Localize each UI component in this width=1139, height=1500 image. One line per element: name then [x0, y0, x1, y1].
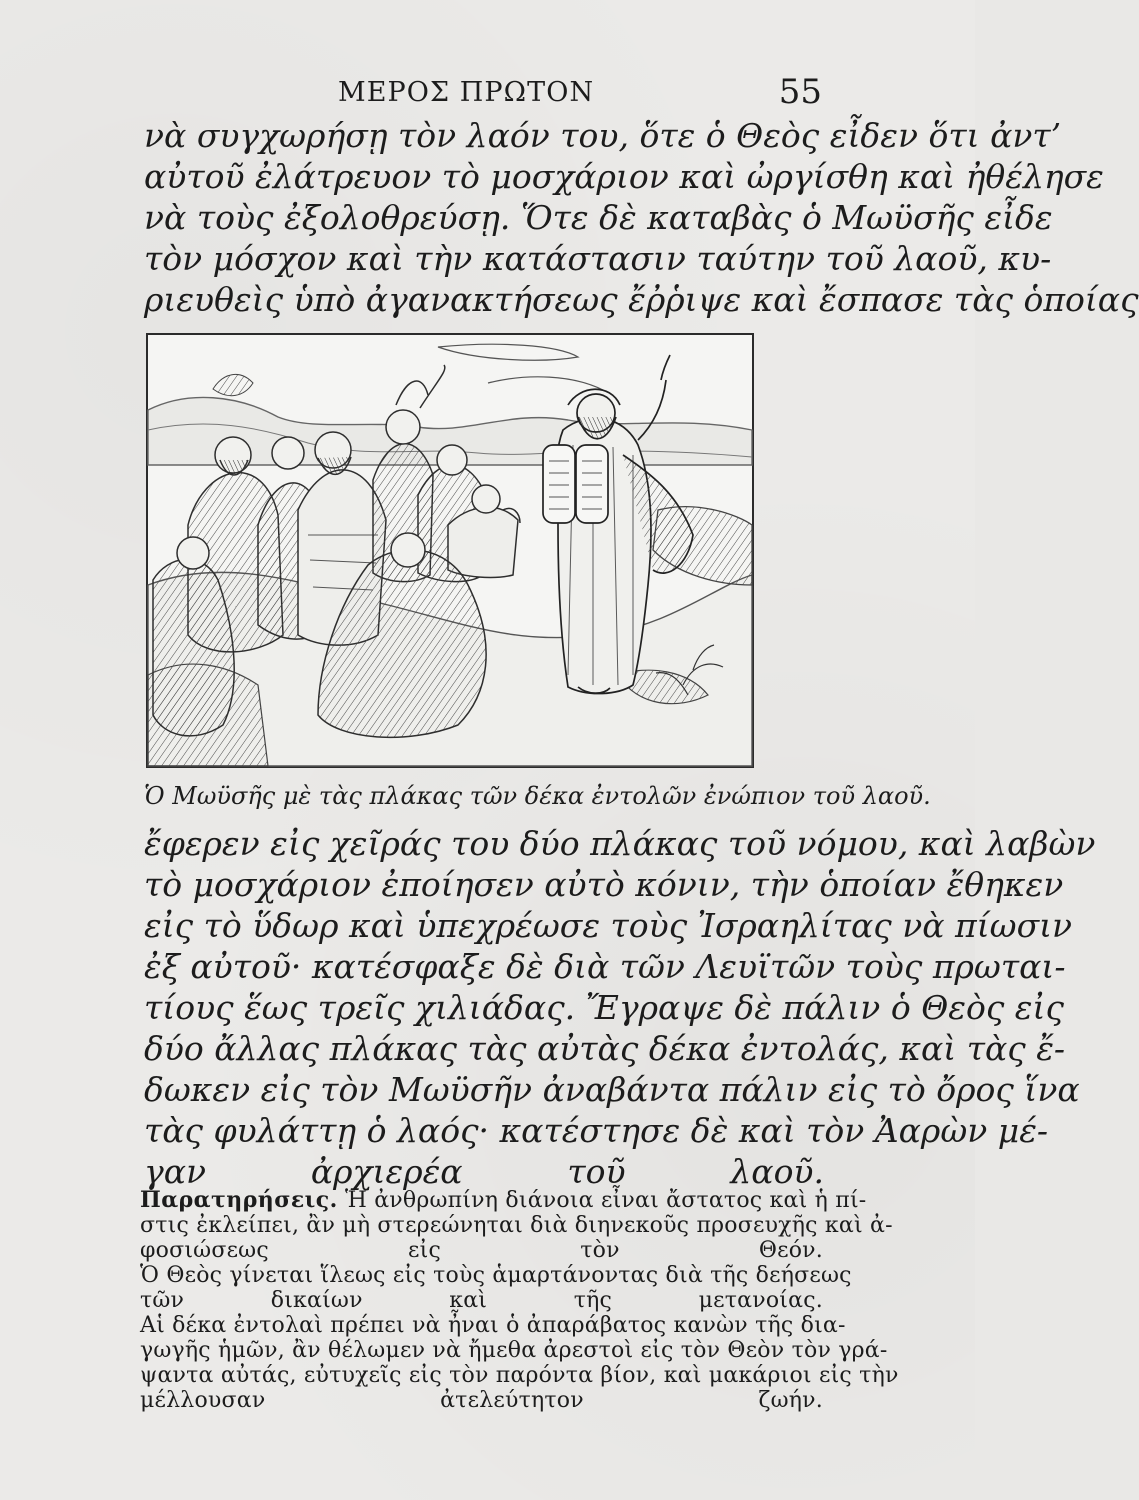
notes-line: στις ἐκλείπει, ἂν μὴ στερεώνηται διὰ διηνεκοῦς προσευχῆς καὶ ἀ- — [140, 1213, 893, 1238]
figure-caption: Ὁ Μωϋσῆς μὲ τὰς πλάκας τῶν δέκα ἐντολῶν ἐνώπιον τοῦ λαοῦ. — [144, 782, 931, 810]
notes-line: τῶν δικαίων καὶ τῆς μετανοίας. — [140, 1288, 823, 1313]
middle-paragraph — [144, 823, 1096, 1192]
top-text-line: αὐτοῦ ἐλάτρευον τὸ μοσχάριον καὶ ὠργίσθη καὶ ἠθέλησε — [144, 157, 1104, 196]
middle-text-line: τίους ἕως τρεῖς χιλιάδας. Ἔγραψε δὲ πάλιν ὁ Θεὸς εἰς — [144, 988, 1064, 1027]
top-text-line: τὸν μόσχον καὶ τὴν κατάστασιν ταύτην τοῦ λαοῦ, κυ- — [144, 239, 1052, 278]
middle-text-line: δύο ἄλλας πλάκας τὰς αὐτὰς δέκα ἐντολάς, καὶ τὰς ἔ- — [144, 1029, 1066, 1068]
middle-text-line: ἐξ αὐτοῦ· κατέσφαξε δὲ διὰ τῶν Λευϊτῶν τοὺς πρωται- — [144, 947, 1066, 986]
middle-text-line: τὰς φυλάττῃ ὁ λαός· κατέστησε δὲ καὶ τὸν Ἀαρὼν μέ- — [144, 1111, 1049, 1150]
notes-first-line-rest: Ἡ ἀνθρωπίνη διάνοια εἶναι ἄστατος καὶ ἡ πί- — [344, 1188, 867, 1213]
observations-section — [140, 1187, 899, 1413]
notes-first-line — [140, 1187, 867, 1213]
page-number: 55 — [778, 72, 822, 112]
top-text-line: νὰ τοὺς ἐξολοθρεύσῃ. Ὅτε δὲ καταβὰς ὁ Μωϋσῆς εἶδε — [144, 198, 1053, 237]
engraving-moses-tablets-illustration — [148, 335, 752, 766]
running-head — [330, 72, 830, 112]
engraving-illustration — [146, 333, 754, 768]
middle-text-line: γαν ἀρχιερέα τοῦ λαοῦ. — [144, 1152, 824, 1191]
middle-text-line: ἔφερεν εἰς χεῖράς του δύο πλάκας τοῦ νόμου, καὶ λαβὼν — [144, 824, 1096, 863]
notes-line: φοσιώσεως εἰς τὸν Θεόν. — [140, 1238, 823, 1263]
middle-text-line: εἰς τὸ ὕδωρ καὶ ὑπεχρέωσε τοὺς Ἰσραηλίτας νὰ πίωσιν — [144, 906, 1073, 945]
notes-label: Παρατηρήσεις. — [140, 1187, 338, 1213]
notes-line: Αἱ δέκα ἐντολαὶ πρέπει νὰ ἦναι ὁ ἀπαράβατος κανὼν τῆς δια- — [140, 1313, 846, 1338]
notes-line: μέλλουσαν ἀτελεύτητον ζωήν. — [140, 1388, 823, 1413]
middle-text-line: δωκεν εἰς τὸν Μωϋσῆν ἀναβάντα πάλιν εἰς τὸ ὄρος ἵνα — [144, 1070, 1080, 1109]
notes-line: γωγῆς ἡμῶν, ἂν θέλωμεν νὰ ἤμεθα ἀρεστοὶ εἰς τὸν Θεὸν τὸν γρά- — [140, 1338, 888, 1363]
top-paragraph — [144, 115, 1139, 320]
top-text-line: νὰ συγχωρήσῃ τὸν λαόν του, ὅτε ὁ Θεὸς εἶδεν ὅτι ἀντ’ — [144, 116, 1062, 155]
middle-text-line: τὸ μοσχάριον ἐποίησεν αὐτὸ κόνιν, τὴν ὁποίαν ἔθηκεν — [144, 865, 1064, 904]
page-title: ΜΕΡΟΣ ΠΡΩΤΟΝ — [338, 76, 595, 108]
top-text-line: ριευθεὶς ὑπὸ ἀγανακτήσεως ἔῤῥιψε καὶ ἔσπασε τὰς ὁποίας — [144, 280, 1139, 319]
notes-line: ψαντα αὐτάς, εὐτυχεῖς εἰς τὸν παρόντα βίον, καὶ μακάριοι εἰς τὴν — [140, 1363, 899, 1388]
notes-line: Ὁ Θεὸς γίνεται ἵλεως εἰς τοὺς ἁμαρτάνοντας διὰ τῆς δεήσεως — [140, 1263, 852, 1288]
